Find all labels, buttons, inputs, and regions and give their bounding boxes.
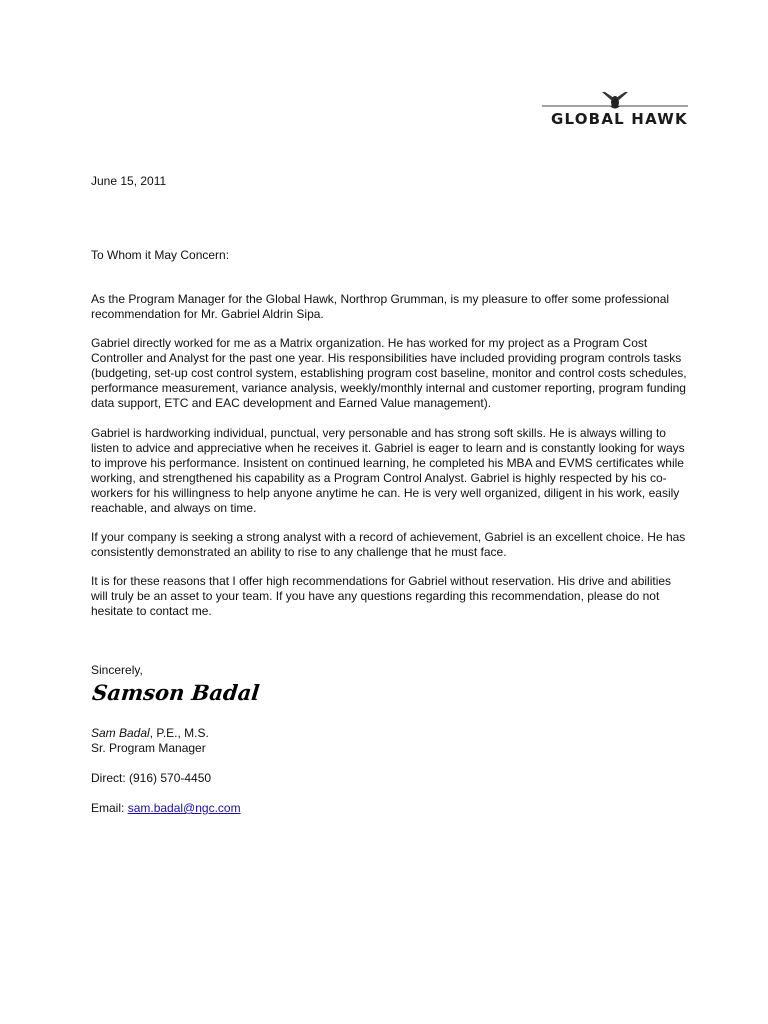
closing: Sincerely, bbox=[91, 663, 143, 677]
body-paragraph-responsibilities: Gabriel directly worked for me as a Matrix organization. He has worked for my project as a Program Cost Controller and Analyst for the past one year. His responsibilities have included providing program controls tasks (budgeting, set-up cost control system, establishing program cost baseline, monitor and control costs schedules, performance measurement, variance analysis, weekly/monthly internal and customer reporting, program funding data support, ETC and EAC development and Earned Value management). bbox=[91, 336, 687, 410]
email-link[interactable]: sam.badal@ngc.com bbox=[127, 801, 241, 815]
global-hawk-logo bbox=[540, 90, 690, 134]
signatory-credentials: , P.E., M.S. bbox=[149, 726, 209, 740]
body-paragraph-recommendation: If your company is seeking a strong analyst with a record of achievement, Gabriel is an excellent choice. He has consistently demonstrated an ability to rise to any challenge that he must face. bbox=[91, 530, 686, 559]
logo-wordmark: GLOBAL HAWK bbox=[551, 110, 688, 128]
letter-date: June 15, 2011 bbox=[91, 174, 167, 188]
direct-label: Direct: bbox=[91, 771, 126, 785]
signatory-name-line bbox=[91, 726, 691, 741]
signatory-title: Sr. Program Manager bbox=[91, 741, 206, 755]
body-paragraph-conclusion: It is for these reasons that I offer high recommendations for Gabriel without reservation. His drive and abilities will truly be an asset to your team. If you have any questions regarding this recommendation, please do not hesitate to contact me. bbox=[91, 574, 672, 618]
body-paragraph-intro: As the Program Manager for the Global Hawk, Northrop Grumman, is my pleasure to offer some professional recommendation for Mr. Gabriel Aldrin Sipa. bbox=[91, 292, 670, 321]
salutation: To Whom it May Concern: bbox=[91, 248, 230, 262]
signatory-name: Sam Badal bbox=[91, 726, 150, 740]
direct-phone: (916) 570-4450 bbox=[129, 771, 212, 785]
body-paragraph-qualities: Gabriel is hardworking individual, punctual, very personable and has strong soft skills. He is always willing to listen to advice and appreciative when he receives it. Gabriel is eager to learn and is constantly looking for ways to improve his performance. Insistent on continued learning, he completed his MBA and EVMS certificates while working, and strengthened his capability as a Program Control Analyst. Gabriel is highly respected by his co-workers for his willingness to help anyone anytime he can. He is very well organized, diligent in his work, easily reachable, and always on time. bbox=[91, 426, 685, 515]
handwritten-signature: Samson Badal bbox=[91, 680, 261, 705]
email-line bbox=[91, 801, 691, 816]
direct-phone-line bbox=[91, 771, 691, 786]
email-label: Email: bbox=[91, 801, 125, 815]
